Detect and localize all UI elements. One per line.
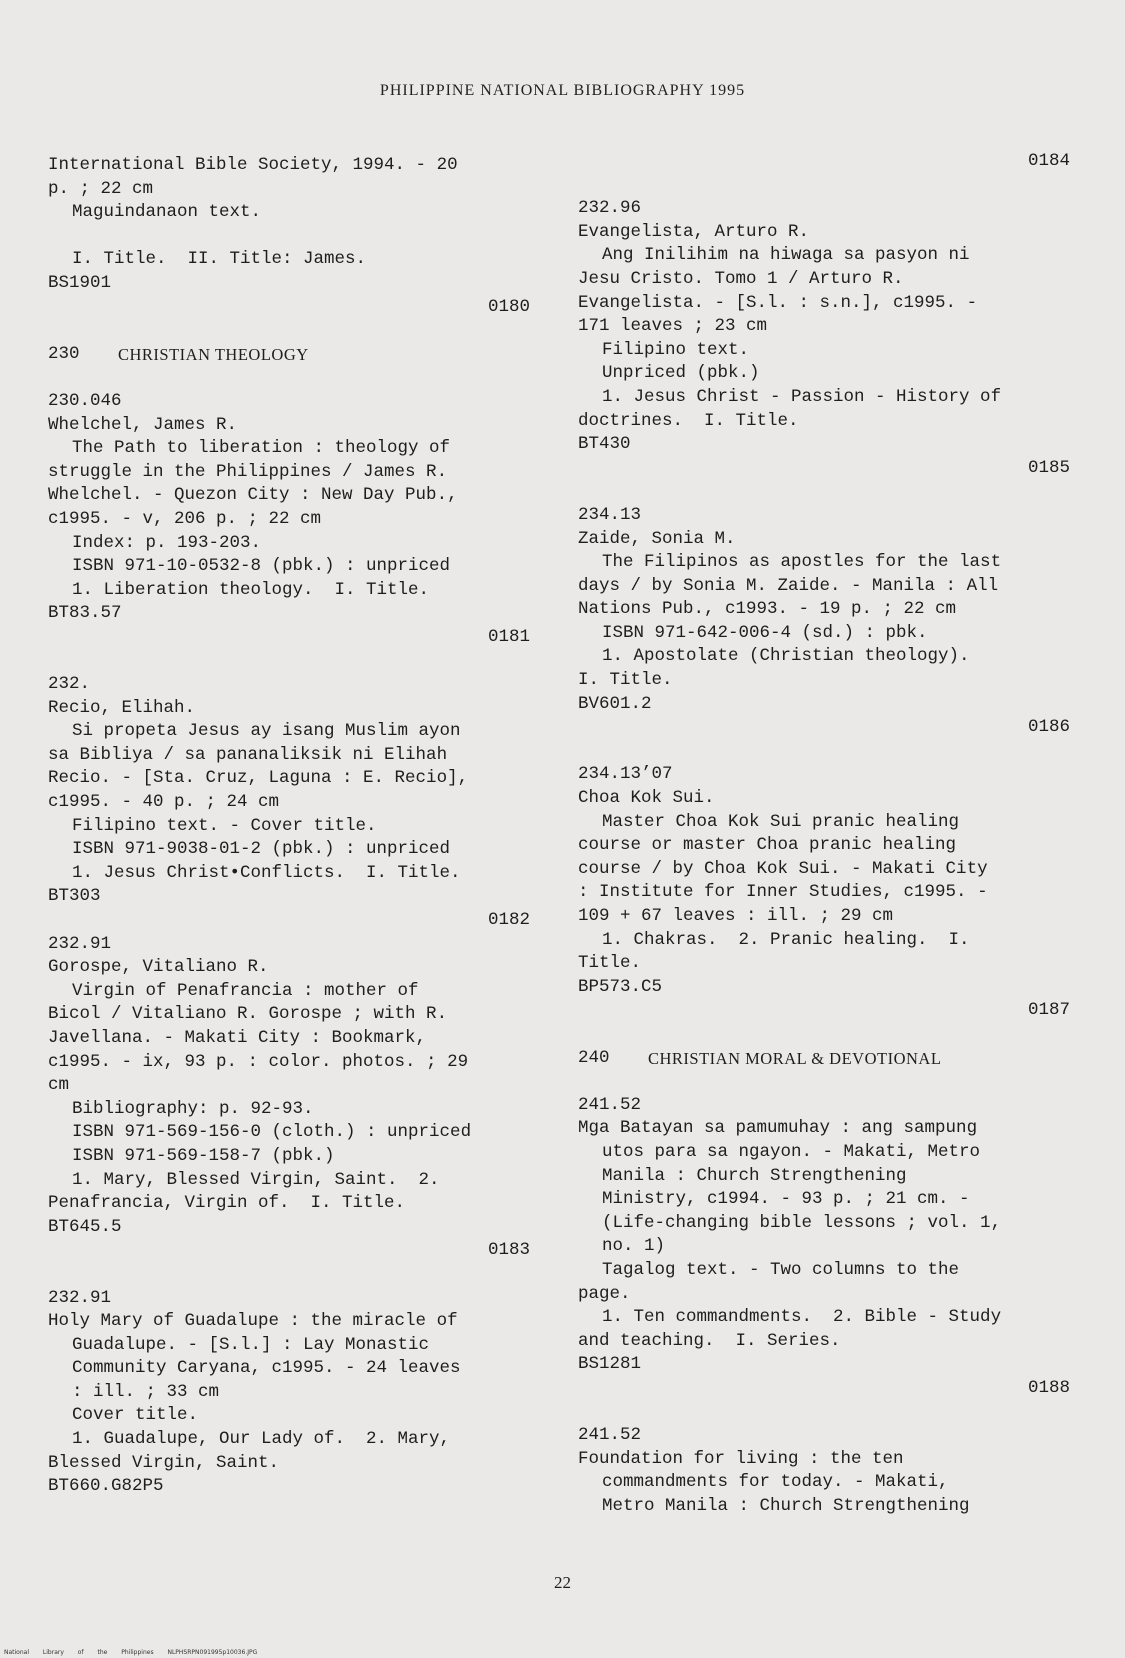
entry-line: c1995. - v, 206 p. ; 22 cm xyxy=(48,508,322,529)
line-gap xyxy=(578,1400,1078,1424)
entry-line: commandments for today. - Makati, xyxy=(602,1472,949,1493)
entry-line: 234.13’07 xyxy=(578,764,673,785)
entry-line: Manila : Church Strengthening xyxy=(602,1165,907,1186)
section-number: 240 xyxy=(578,1047,610,1068)
entry-line: course / by Choa Kok Sui. - Makati City xyxy=(578,858,988,879)
entry-line: 1. Ten commandments. 2. Bible - Study xyxy=(602,1307,1002,1328)
left-column xyxy=(48,154,538,1499)
entry-line: Ministry, c1994. - 93 p. ; 21 cm. - xyxy=(602,1189,970,1210)
entry-number: 0184 xyxy=(1027,151,1070,171)
entry-line: ISBN 971-569-158-7 (pbk.) xyxy=(72,1145,335,1166)
entry-line: BT83.57 xyxy=(48,603,122,624)
entry-line: Filipino text. xyxy=(602,339,750,360)
entry-line: cm xyxy=(48,1075,70,1096)
scan-footer: National Library of the Philippines NLPHSRPN091995p10036.JPG xyxy=(4,1649,258,1656)
entry-line: Ang Inilihim na hiwaga sa pasyon ni xyxy=(602,245,970,266)
line-gap xyxy=(578,174,1078,198)
entry-line: course or master Choa pranic healing xyxy=(578,835,957,856)
entry-line: Master Choa Kok Sui pranic healing xyxy=(602,811,960,832)
line-gap xyxy=(578,1023,1078,1047)
entry-line: (Life-changing bible lessons ; vol. 1, xyxy=(602,1212,1002,1233)
entry-line: Si propeta Jesus ay isang Muslim ayon xyxy=(72,721,461,742)
entry-line: : ill. ; 33 cm xyxy=(72,1381,220,1402)
entry-line: Index: p. 193-203. xyxy=(72,532,262,553)
entry-line: page. xyxy=(578,1283,631,1304)
entry-line: 171 leaves ; 23 cm xyxy=(578,316,768,337)
section-title: CHRISTIAN THEOLOGY xyxy=(118,344,309,364)
entry-line: 232.91 xyxy=(48,1287,112,1308)
entry-line: BV601.2 xyxy=(578,693,652,714)
page-number: 22 xyxy=(554,1573,571,1592)
entry-number: 0183 xyxy=(487,1240,530,1261)
entry-number: 0180 xyxy=(487,296,530,317)
entry-line: Community Caryana, c1995. - 24 leaves xyxy=(72,1358,461,1379)
entry-line: 241.52 xyxy=(578,1425,642,1446)
entry-line: ISBN 971-10-0532-8 (pbk.) : unpriced xyxy=(72,556,451,577)
entry-line: Bicol / Vitaliano R. Gorospe ; with R. xyxy=(48,1004,448,1025)
entry-line: 241.52 xyxy=(578,1094,642,1115)
entry-line: Maguindanaon text. xyxy=(72,202,262,223)
entry-line: Gorospe, Vitaliano R. xyxy=(48,957,269,978)
entry-line: 1. Mary, Blessed Virgin, Saint. 2. xyxy=(72,1169,440,1190)
entry-line: BT660.G82P5 xyxy=(48,1476,164,1497)
entry-line: 230.046 xyxy=(48,390,122,411)
entry-line: 1. Guadalupe, Our Lady of. 2. Mary, xyxy=(72,1429,451,1450)
entry-line: 232. xyxy=(48,674,91,695)
line-gap xyxy=(48,649,538,673)
entry-line: 109 + 67 leaves : ill. ; 29 cm xyxy=(578,906,894,926)
entry-line: I. Title. xyxy=(578,670,673,691)
entry-line: BT303 xyxy=(48,886,101,907)
entry-line: Unpriced (pbk.) xyxy=(602,363,760,384)
entry-line: ISBN 971-569-156-0 (cloth.) : unpriced xyxy=(72,1122,472,1143)
entry-line: Foundation for living : the ten xyxy=(578,1448,904,1469)
entry-line: 232.91 xyxy=(48,933,112,954)
entry-line: BT645.5 xyxy=(48,1216,122,1237)
entry-line: The Path to liberation : theology of xyxy=(72,438,451,459)
entry-line: 1. Jesus Christ•Conflicts. I. Title. xyxy=(72,862,461,883)
line-gap xyxy=(48,366,538,390)
entry-line: BS1281 xyxy=(578,1354,642,1375)
line-gap xyxy=(578,480,1078,504)
entry-line: Title. xyxy=(578,953,642,974)
entry-line: Cover title. xyxy=(72,1405,199,1426)
entry-number: 0181 xyxy=(487,626,530,647)
entry-line: 1. Chakras. 2. Pranic healing. I. xyxy=(602,929,970,950)
entry-line: BT430 xyxy=(578,434,631,455)
entry-line: 1. Jesus Christ - Passion - History of xyxy=(602,386,1002,407)
line-gap xyxy=(578,1070,1078,1094)
entry-line: Javellana. - Makati City : Bookmark, xyxy=(48,1027,427,1048)
entry-line: c1995. - ix, 93 p. : color. photos. ; 29 xyxy=(48,1051,469,1072)
section-heading xyxy=(578,1047,1078,1071)
line-gap xyxy=(48,225,538,249)
entry-line: BP573.C5 xyxy=(578,976,663,997)
entry-line: Tagalog text. - Two columns to the xyxy=(602,1259,960,1280)
entry-line: Evangelista, Arturo R. xyxy=(578,221,810,242)
entry-line: doctrines. I. Title. xyxy=(578,410,799,431)
entry-line: Bibliography: p. 92-93. xyxy=(72,1098,314,1119)
entry-number: 0182 xyxy=(487,910,530,930)
entry-line: ISBN 971-9038-01-2 (pbk.) : unpriced xyxy=(72,839,451,860)
entry-line: 1. Liberation theology. I. Title. xyxy=(72,579,430,600)
entry-line: BS1901 xyxy=(48,272,112,293)
entry-line: sa Bibliya / sa pananaliksik ni Elihah xyxy=(48,744,448,765)
entry-line: struggle in the Philippines / James R. xyxy=(48,461,448,482)
right-column xyxy=(578,150,1078,1518)
entry-line: Penafrancia, Virgin of. I. Title. xyxy=(48,1193,406,1214)
section-heading xyxy=(48,343,538,367)
entry-number: 0188 xyxy=(1027,1377,1070,1398)
entry-line: Holy Mary of Guadalupe : the miracle of xyxy=(48,1311,458,1332)
entry-line: Choa Kok Sui. xyxy=(578,788,715,809)
entry-number: 0185 xyxy=(1027,457,1070,478)
line-gap xyxy=(578,740,1078,764)
entry-line: Metro Manila : Church Strengthening xyxy=(602,1495,970,1516)
running-head: PHILIPPINE NATIONAL BIBLIOGRAPHY 1995 xyxy=(379,82,746,99)
entry-line: Virgin of Penafrancia : mother of xyxy=(72,980,419,1001)
entry-line: : Institute for Inner Studies, c1995. - xyxy=(578,882,988,903)
entry-line: Recio. - [Sta. Cruz, Laguna : E. Recio], xyxy=(48,768,469,789)
entry-line: c1995. - 40 p. ; 24 cm xyxy=(48,792,280,813)
entry-line: Recio, Elihah. xyxy=(48,697,196,718)
entry-line: no. 1) xyxy=(602,1236,666,1257)
entry-line: utos para sa ngayon. - Makati, Metro xyxy=(602,1141,981,1162)
entry-line: Jesu Cristo. Tomo 1 / Arturo R. xyxy=(578,268,904,289)
section-title: CHRISTIAN MORAL & DEVOTIONAL xyxy=(648,1048,942,1068)
entry-line: p. ; 22 cm xyxy=(48,178,154,199)
entry-line: 234.13 xyxy=(578,504,642,525)
entry-line: I. Title. II. Title: James. xyxy=(72,249,367,270)
entry-line: Zaide, Sonia M. xyxy=(578,528,736,549)
entry-line: days / by Sonia M. Zaide. - Manila : All xyxy=(578,575,999,596)
line-gap xyxy=(48,319,538,343)
entry-line: Guadalupe. - [S.l.] : Lay Monastic xyxy=(72,1334,430,1355)
entry-line: Blessed Virgin, Saint. xyxy=(48,1452,280,1473)
entry-number: 0186 xyxy=(1027,717,1070,738)
entry-line: and teaching. I. Series. xyxy=(578,1330,841,1351)
entry-line: Evangelista. - [S.l. : s.n.], c1995. - xyxy=(578,292,978,313)
entry-line: 232.96 xyxy=(578,198,642,219)
line-gap xyxy=(48,1263,538,1287)
entry-line: International Bible Society, 1994. - 20 xyxy=(48,155,458,175)
entry-line: Nations Pub., c1993. - 19 p. ; 22 cm xyxy=(578,599,957,620)
entry-line: 1. Apostolate (Christian theology). xyxy=(602,646,970,667)
entry-line: Whelchel. - Quezon City : New Day Pub., xyxy=(48,485,458,506)
entry-line: The Filipinos as apostles for the last xyxy=(602,552,1002,573)
section-number: 230 xyxy=(48,343,80,364)
entry-line: ISBN 971-642-006-4 (sd.) : pbk. xyxy=(602,622,928,643)
entry-number: 0187 xyxy=(1027,1000,1070,1021)
entry-line: Whelchel, James R. xyxy=(48,414,238,435)
entry-line: Filipino text. - Cover title. xyxy=(72,815,377,836)
entry-line: Mga Batayan sa pamumuhay : ang sampung xyxy=(578,1118,978,1139)
